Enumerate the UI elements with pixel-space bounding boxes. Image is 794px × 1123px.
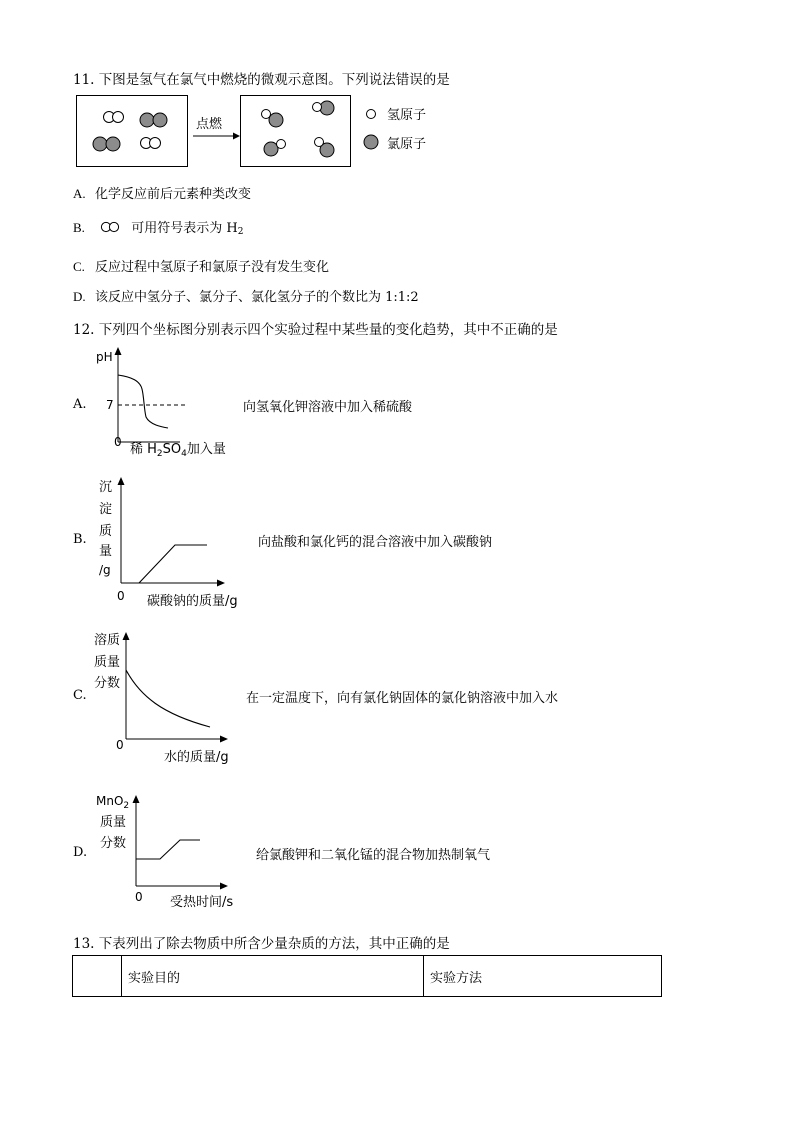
axis-y-label-3: 分数 (94, 676, 121, 691)
x-axis-arrow-icon (217, 580, 225, 587)
h2-molecule (104, 112, 124, 123)
axis-y-label-4: 量 (99, 544, 113, 559)
mass-fraction-curve (126, 670, 210, 727)
axis-y-label: pH (96, 350, 113, 364)
hcl-molecule (262, 110, 284, 128)
y-axis-arrow-icon (115, 347, 122, 355)
q12-graph-c (92, 626, 252, 771)
table-header-cell (73, 956, 122, 997)
chlorine-atom-icon (364, 135, 378, 149)
q12-graph-b (95, 473, 265, 613)
origin-label: 0 (117, 589, 125, 603)
q11-option-c: C. 反应过程中氢原子和氯原子没有发生变化 (73, 259, 330, 275)
axis-y-label-3: 质 (99, 524, 113, 539)
y-axis-arrow-icon (133, 795, 140, 803)
axis-y-label-2: 质量 (94, 655, 121, 670)
q11-stem: 11. 下图是氢气在氯气中燃烧的微观示意图。下列说法错误的是 (73, 72, 450, 88)
q12-graph-d (94, 785, 254, 915)
y-axis-arrow-icon (118, 477, 125, 485)
x-axis-arrow-icon (220, 883, 228, 890)
origin-label: 0 (116, 738, 124, 752)
x-axis-arrow-icon (220, 736, 228, 743)
hcl-molecule (315, 138, 335, 158)
reactants-box (77, 96, 188, 167)
h2-molecule (141, 138, 161, 149)
axis-x-label: 稀 $H_2SO_4$加入量 (130, 442, 226, 459)
axis-y-label-1: 沉 (99, 480, 113, 495)
origin-label: 0 (135, 890, 143, 904)
q12-option-a-letter: A. (73, 397, 87, 412)
axis-x-label: 受热时间/s (170, 895, 234, 910)
h2-molecule-icon (99, 221, 125, 233)
arrow-head-icon (233, 133, 240, 140)
arrow-label: 点燃 (196, 117, 223, 132)
q12-option-a-desc: 向氢氧化钾溶液中加入稀硫酸 (243, 400, 413, 415)
axis-x-label: 水的质量/g (164, 750, 229, 765)
q13-stem: 13. 下表列出了除去物质中所含少量杂质的方法，其中正确的是 (73, 936, 450, 952)
legend-chlorine: 氯原子 (387, 137, 427, 152)
axis-x-label: 碳酸钠的质量/g (147, 594, 238, 609)
legend-hydrogen: 氢原子 (387, 108, 427, 123)
axis-y-label-5: /g (99, 563, 111, 577)
q12-stem: 12. 下列四个坐标图分别表示四个实验过程中某些量的变化趋势，其中不正确的是 (73, 322, 558, 338)
y-axis-arrow-icon (123, 632, 130, 640)
axis-y-label-2: 淀 (99, 502, 113, 517)
table-row (73, 956, 662, 997)
precipitate-curve (139, 545, 207, 583)
cl2-molecule (140, 113, 167, 127)
mno2-curve (136, 840, 200, 859)
axis-y-label-1: 质量 (100, 815, 127, 830)
q12-option-b-desc: 向盐酸和氯化钙的混合溶液中加入碳酸钠 (258, 535, 493, 550)
axis-y-label-top: MnO$_2$ (96, 794, 130, 811)
table-header-purpose: 实验目的 (122, 956, 424, 997)
q11-option-b: B. 可用符号表示为 $H_2$ (73, 220, 244, 237)
cl2-molecule (93, 137, 120, 151)
q12-option-d-letter: D. (73, 845, 88, 860)
q12-option-d-desc: 给氯酸钾和二氧化锰的混合物加热制氧气 (256, 848, 491, 863)
q12-option-c-letter: C. (73, 688, 87, 703)
q12-option-c-desc: 在一定温度下，向有氯化钠固体的氯化钠溶液中加入水 (246, 691, 559, 706)
ref-value-label: 7 (106, 398, 114, 412)
axis-y-label-2: 分数 (100, 836, 127, 851)
hydrogen-atom-icon (367, 110, 376, 119)
q12-graph-a (92, 345, 242, 460)
q11-option-d: D. 该反应中氢分子、氯分子、氯化氢分子的个数比为 1:1:2 (73, 289, 419, 305)
origin-label: 0 (114, 435, 122, 449)
hcl-molecule (313, 101, 335, 115)
q12-option-b-letter: B. (73, 532, 87, 547)
q13-table (72, 955, 662, 997)
table-header-method: 实验方法 (424, 956, 662, 997)
q11-reaction-diagram (75, 93, 465, 171)
ph-curve (118, 375, 168, 428)
q11-option-a: A. 化学反应前后元素种类改变 (73, 186, 252, 202)
hcl-molecule (264, 140, 286, 157)
axis-y-label-1: 溶质 (94, 633, 121, 648)
